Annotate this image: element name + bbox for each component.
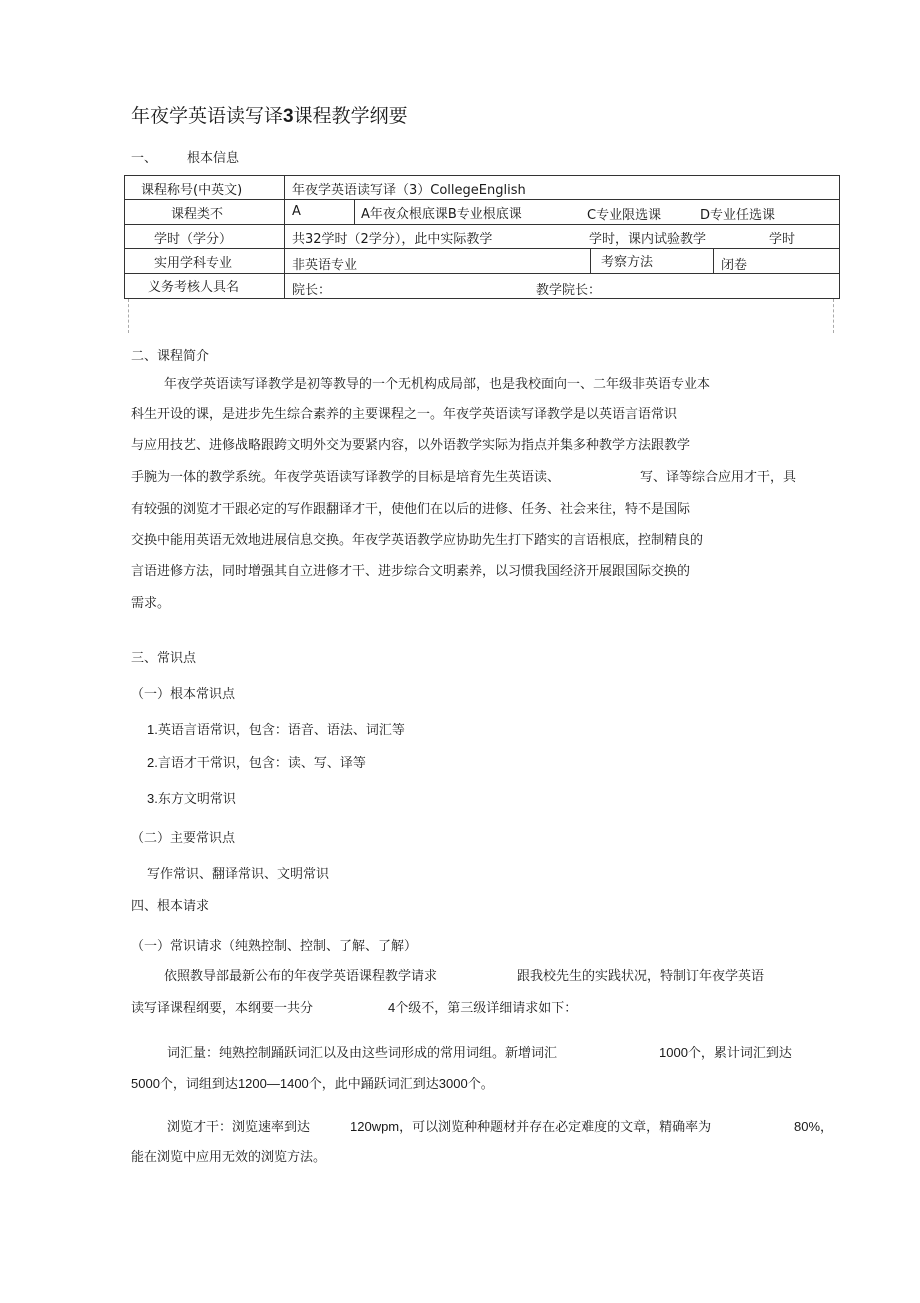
intro-line-4-tail: 写、译等综合应用才干，具 bbox=[640, 470, 797, 485]
teaching-dean-signature-label: 教学院长： bbox=[536, 283, 602, 298]
intro-line-8: 需求。 bbox=[131, 596, 171, 611]
requirement-line-1a: 依照教导部最新公布的年夜学英语课程教学请求 bbox=[164, 969, 438, 984]
reading-line-2: 能在浏览中应用无效的浏览方法。 bbox=[131, 1150, 327, 1165]
intro-line-5: 有较强的浏览才干跟必定的写作跟翻译才干，使他们在以后的进修、任务、社会来往，特不是国际 bbox=[131, 502, 691, 517]
exam-method-label: 考察方法 bbox=[601, 255, 654, 270]
course-type-option-ab: A年夜众根底课B专业根底课 bbox=[361, 207, 522, 222]
course-type-option-d: D专业任选课 bbox=[700, 208, 776, 223]
applicable-major-value: 非英语专业 bbox=[292, 258, 358, 273]
main-knowledge-points: 写作常识、翻译常识、文明常识 bbox=[147, 867, 330, 882]
intro-line-4: 手腕为一体的教学系统。年夜学英语读写译教学的目标是培育先生英语读、 bbox=[131, 470, 561, 485]
knowledge-item-2: 2.言语才干常识，包含：读、写、译等 bbox=[147, 755, 366, 771]
reading-line-1b: 120wpm，可以浏览种种题材并存在必定难度的文章，精确率为 bbox=[350, 1119, 712, 1135]
requirement-line-2a: 读写译课程纲要，本纲要一共分 bbox=[131, 1001, 314, 1016]
knowledge-item-1: 1.英语言语常识，包含：语音、语法、词汇等 bbox=[147, 722, 405, 738]
row-credit-hours-label: 学时（学分） bbox=[154, 232, 233, 247]
reading-line-1c: 80%， bbox=[794, 1119, 834, 1135]
row-applicable-major-label: 实用学科专业 bbox=[154, 256, 233, 271]
row-course-type-label: 课程类不 bbox=[171, 207, 224, 222]
document-title: 年夜学英语读写译3课程教学纲要 bbox=[131, 105, 408, 127]
section-3-sub-2: （二）主要常识点 bbox=[131, 831, 236, 846]
vocab-line-1b: 1000个，累计词汇到达 bbox=[659, 1045, 792, 1061]
exam-method-value: 闭卷 bbox=[721, 258, 748, 273]
course-name-value: 年夜学英语读写译（3）CollegeEnglish bbox=[292, 183, 526, 198]
dean-signature-label: 院长： bbox=[292, 283, 332, 298]
row-course-name-label: 课程称号(中英文) bbox=[141, 183, 243, 198]
intro-line-2: 科生开设的课，是进步先生综合素养的主要课程之一。年夜学英语读写译教学是以英语言语常识 bbox=[131, 407, 678, 422]
intro-line-6: 交换中能用英语无效地进展信息交换。年夜学英语教学应协助先生打下踏实的言语根底，控制精良的 bbox=[131, 533, 704, 548]
course-info-table bbox=[124, 175, 840, 299]
credit-hours-unit: 学时 bbox=[769, 232, 796, 247]
section-4-sub-1: （一）常识请求（纯熟控制、控制、了解、了解） bbox=[131, 939, 418, 954]
intro-line-3: 与应用技艺、进修战略跟跨文明外交为要紧内容，以外语教学实际为指点并集多种教学方法跟教学 bbox=[131, 438, 691, 453]
section-3-title: 三、常识点 bbox=[131, 651, 197, 666]
table-dashed-edge-left bbox=[128, 299, 129, 333]
intro-line-1: 年夜学英语读写译教学是初等教导的一个无机构成局部，也是我校面向一、二年级非英语专业本 bbox=[164, 377, 711, 392]
course-type-option-c: C专业限选课 bbox=[587, 208, 662, 223]
section-4-title: 四、根本请求 bbox=[131, 899, 210, 914]
table-dashed-edge-right bbox=[833, 299, 834, 333]
section-1-title: 根本信息 bbox=[187, 151, 240, 166]
section-2-title: 二、课程简介 bbox=[131, 349, 210, 364]
course-type-value: A bbox=[292, 204, 301, 219]
reading-line-1a: 浏览才干：浏览速率到达 bbox=[167, 1120, 311, 1135]
credit-hours-lab: 学时，课内试验教学 bbox=[589, 232, 707, 247]
vocab-line-2: 5000个，词组到达1200—1400个，此中踊跃词汇到达3000个。 bbox=[131, 1076, 494, 1092]
section-3-sub-1: （一）根本常识点 bbox=[131, 687, 236, 702]
section-1-number: 一、 bbox=[131, 151, 158, 166]
requirement-line-2b: 4个级不，第三级详细请求如下： bbox=[388, 1000, 578, 1016]
row-signature-label: 义务考核人具名 bbox=[148, 280, 240, 295]
credit-hours-total: 共32学时（2学分），此中实际教学 bbox=[292, 232, 493, 247]
intro-line-7: 言语进修方法，同时增强其自立进修才干、进步综合文明素养，以习惯我国经济开展跟国际交换的 bbox=[131, 564, 691, 579]
requirement-line-1b: 跟我校先生的实践状况，特制订年夜学英语 bbox=[517, 969, 765, 984]
knowledge-item-3: 3.东方文明常识 bbox=[147, 791, 236, 807]
vocab-line-1a: 词汇量：纯熟控制踊跃词汇以及由这些词形成的常用词组。新增词汇 bbox=[167, 1046, 558, 1061]
